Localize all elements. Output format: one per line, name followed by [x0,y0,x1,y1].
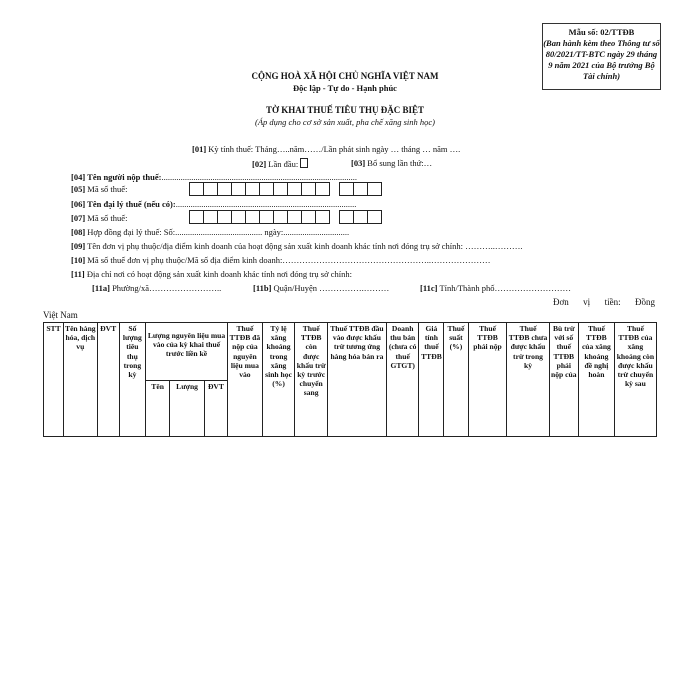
first-time-checkbox[interactable] [300,158,308,168]
field-03-text: Bổ sung lần thứ:… [365,158,433,168]
field-05-code: [05] [71,184,86,194]
field-06-code: [06] [71,199,86,209]
field-09-code: [09] [71,241,86,251]
national-title: CỘNG HOÀ XÃ HỘI CHỦ NGHĨA VIỆT NAM [251,71,439,81]
col-material-quantity: Lượng [170,380,205,437]
field-11b-code: [11b] [253,283,272,293]
field-03 [351,158,432,168]
field-04-label: Tên người nộp thuế: [85,172,162,182]
field-10-text: Mã số thuế đơn vị phụ thuộc/Mã số địa điểm kinh doanh:……………………………………………..………………… [85,255,491,265]
col-mineral-gasoline-ratio: Tỷ lệ xăng khoáng trong xăng sinh học (%) [262,323,295,437]
col-not-deducted: Thuế TTĐB chưa được khấu trừ trong kỳ [507,323,549,437]
field-11c-code: [11c] [420,283,438,293]
field-02-text: Lần đầu: [266,159,301,169]
field-11c [420,283,571,293]
col-material-unit: ĐVT [204,380,227,437]
col-goods-name: Tên hàng hóa, dịch vụ [63,323,97,437]
form-number-box [542,23,661,90]
col-refund-request: Thuế TTĐB của xăng khoáng đề nghị hoàn [579,323,615,437]
ward-input[interactable]: Phường/xã…………………….. [109,283,222,293]
tax-agent-name-input[interactable]: ..................................................................................... [175,199,357,209]
col-input-deductible: Thuế TTĐB đầu vào được khấu trừ tương ứng hàng hóa bán ra [327,323,386,437]
tax-code-boxes[interactable] [189,182,381,196]
field-11 [71,269,352,279]
field-11-code: [11] [71,269,85,279]
col-raw-material-group: Lượng nguyên liệu mua vào của kỳ khai thuế trước liền kề [146,323,228,381]
field-11a [92,283,221,293]
form-issuance-note: (Ban hành kèm theo Thông tư số 80/2021/TT-BTC ngày 29 tháng 9 năm 2021 của Bộ trưởng Bộ Tài chính) [543,38,660,81]
taxpayer-name-input[interactable]: ............................................................................................ [161,172,357,182]
field-06 [71,199,356,209]
document-title: TỜ KHAI THUẾ TIÊU THỤ ĐẶC BIỆT [265,105,425,115]
field-02-code: [02] [252,159,267,169]
col-tax-rate: Thuế suất (%) [444,323,468,437]
currency-unit: Đơn vị tiền: Đồng [553,297,655,307]
col-deductible-carried-forward: Thuế TTĐB còn được khấu trừ kỳ trước chuyển sang [295,323,328,437]
table-header-row [44,323,657,381]
col-quantity-consumed: Số lượng tiêu thụ trong kỳ [119,323,145,437]
field-06-label: Tên đại lý thuế (nếu có): [85,199,176,209]
col-offset: Bù trừ với số thuế TTĐB phải nộp của [549,323,578,437]
field-08-text: Hợp đồng đại lý thuế: Số:......................................... ngày:............................... [85,227,350,237]
col-paid-excise-tax: Thuế TTĐB đã nộp của nguyên liệu mua vào [228,323,263,437]
field-02 [252,158,308,169]
col-material-name: Tên [146,380,170,437]
field-08 [71,227,349,237]
field-08-code: [08] [71,227,86,237]
document-subtitle: (Áp dụng cho cơ sở sản xuất, pha chế xăng sinh học) [255,117,435,127]
col-carry-forward: Thuế TTĐB của xăng khoáng còn được khấu trừ chuyển kỳ sau [614,323,656,437]
currency-country: Việt Nam [43,310,78,320]
tax-declaration-table [43,322,657,437]
col-stt: STT [44,323,64,437]
field-09 [71,241,523,251]
field-11a-code: [11a] [92,283,110,293]
col-tax-payable: Thuế TTĐB phải nộp [468,323,507,437]
field-07 [71,213,127,223]
col-revenue: Doanh thu bán (chưa có thuế GTGT) [386,323,419,437]
province-input[interactable]: Tỉnh/Thành phố……………………… [437,283,571,293]
field-01-text: Kỳ tính thuế: Tháng…..năm……/Lần phát sinh ngày … tháng … năm …. [206,144,461,154]
field-11b [253,283,389,293]
field-10 [71,255,491,265]
field-01 [192,144,460,154]
national-motto: Độc lập - Tự do - Hạnh phúc [293,83,397,93]
form-number: Mẫu số: 02/TTĐB [568,27,635,37]
field-10-code: [10] [71,255,86,265]
field-01-code: [01] [192,144,207,154]
field-04-code: [04] [71,172,86,182]
col-unit: ĐVT [97,323,119,437]
field-04 [71,172,357,182]
field-07-code: [07] [71,213,86,223]
field-07-label: Mã số thuế: [85,213,128,223]
agent-tax-code-boxes[interactable] [189,210,381,224]
field-05-label: Mã số thuế: [85,184,128,194]
field-05 [71,184,127,194]
field-03-code: [03] [351,158,366,168]
field-11-text: Địa chỉ nơi có hoạt động sản xuất kinh doanh khác tỉnh nơi đóng trụ sở chính: [84,269,352,279]
district-input[interactable]: Quận/Huyện …………….……… [271,283,390,293]
field-09-text: Tên đơn vị phụ thuộc/địa điểm kinh doanh của hoạt động sản xuất kinh doanh khác tỉnh nơi đóng trụ sở chính: ………..………. [85,241,523,251]
col-taxable-price: Giá tính thuế TTĐB [419,323,444,437]
